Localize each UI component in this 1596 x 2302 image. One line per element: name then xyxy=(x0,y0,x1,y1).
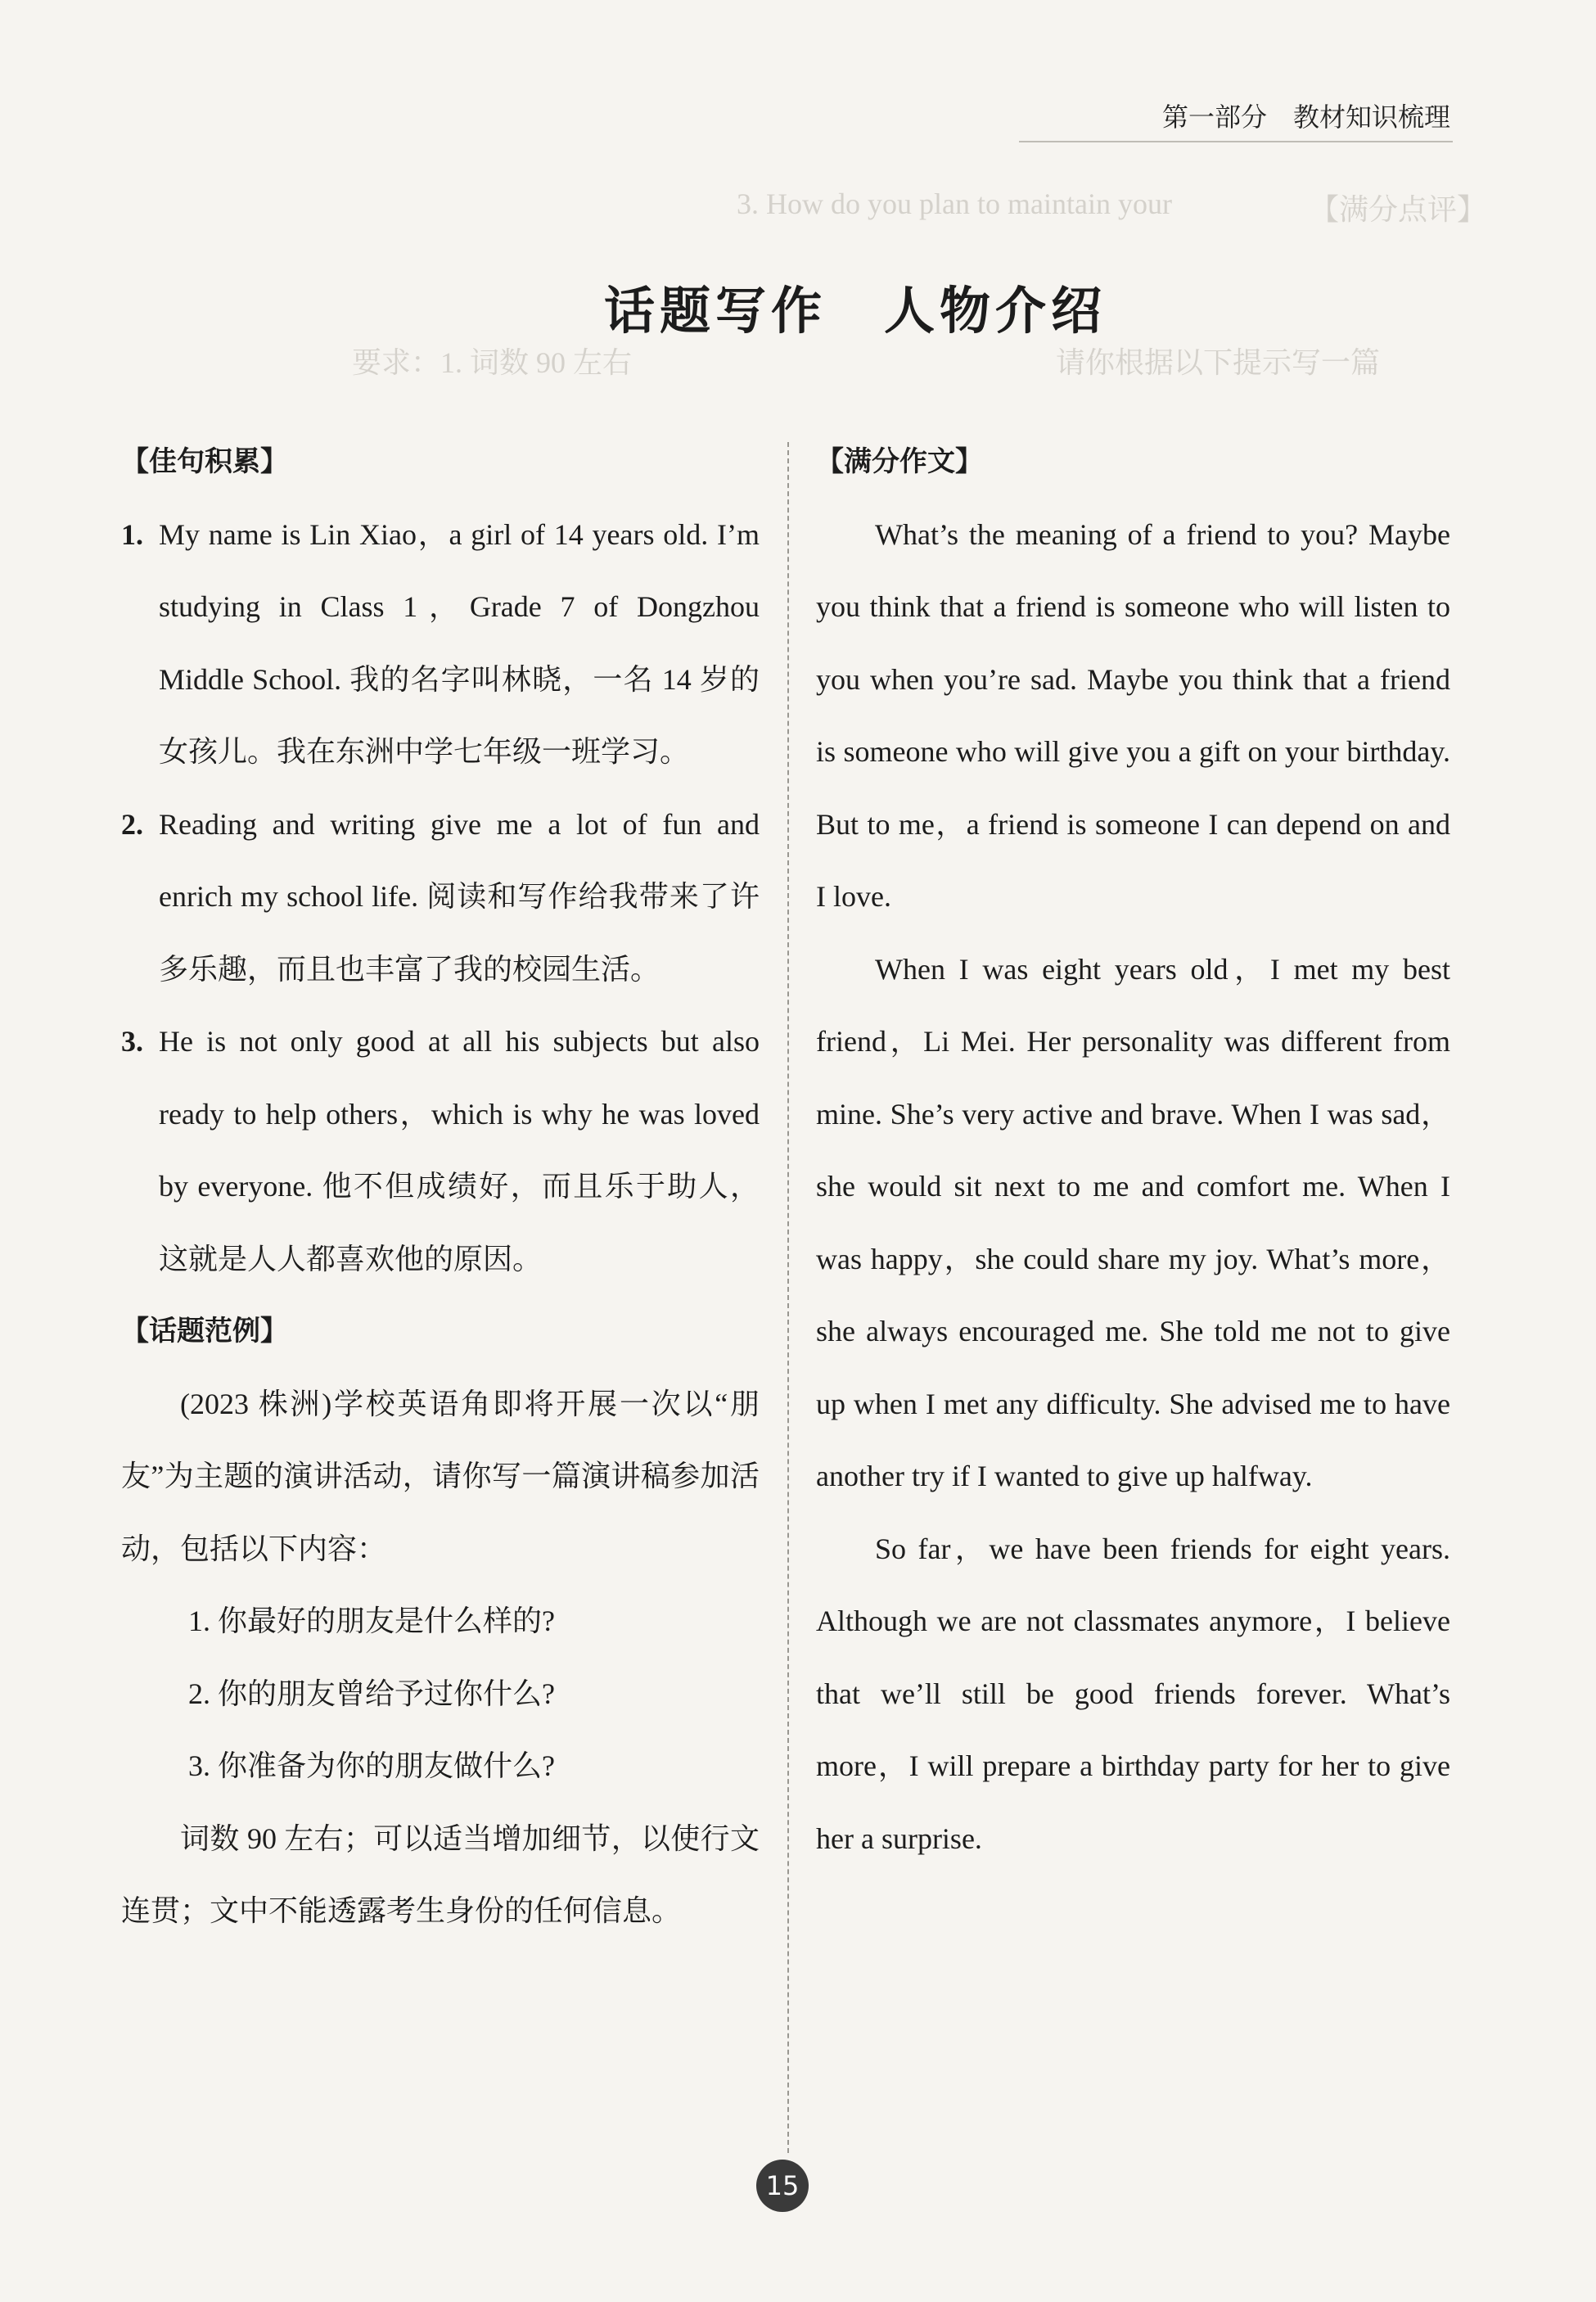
right-column xyxy=(816,426,1450,1875)
task-item: 3. 你准备为你的朋友做什么? xyxy=(188,1749,555,1782)
header-rule xyxy=(1019,141,1453,142)
left-column xyxy=(121,426,760,1948)
bleed-through-text: 请你根据以下提示写一篇 xyxy=(1056,346,1381,379)
example-heading: 【话题范例】 xyxy=(121,1315,288,1347)
page-number: 15 xyxy=(756,2160,809,2212)
example-requirement: 词数 90 左右；可以适当增加细节，以使行文连贯；文中不能透露考生身份的任何信息。 xyxy=(121,1821,760,1927)
sentences-heading: 【佳句积累】 xyxy=(121,445,288,478)
bleed-through-text: 【满分点评】 xyxy=(1310,193,1487,226)
task-item: 2. 你的朋友曾给予过你什么? xyxy=(188,1677,555,1710)
sentence-number: 3. xyxy=(121,1025,143,1058)
header-section-label: 第一部分 教材知识梳理 xyxy=(1161,102,1450,133)
title-subject: 人物介绍 xyxy=(884,281,1107,341)
essay-paragraph: When I was eight years old，I met my best friend，Li Mei. Her personality was different from mine. She’s very active and brave. When I was sad，she would sit next to me and comfort me. When I was happy，she could share my joy. What’s more，she always encouraged me. She told me not to give up when I met any difficulty. She advised me to have another try if I wanted to give up halfway. xyxy=(816,952,1450,1492)
task-item: 1. 你最好的朋友是什么样的? xyxy=(188,1605,555,1637)
essay-paragraph: What’s the meaning of a friend to you? Maybe you think that a friend is someone who will listen to you when you’re sad. Maybe you think that a friend is someone who will give you a gift on your birthday. But to me，a friend is someone I can depend on and I love. xyxy=(816,517,1450,913)
bleed-through-text: 要求：1. 词数 90 左右 xyxy=(352,346,633,379)
essay-paragraph: So far，we have been friends for eight years. Although we are not classmates anymore，I believe that we’ll still be good friends forever. What’s more，I will prepare a birthday party for her to give her a surprise. xyxy=(816,1532,1450,1855)
essay-heading: 【满分作文】 xyxy=(816,445,983,478)
bleed-through-text: 3. How do you plan to maintain your xyxy=(737,187,1172,220)
column-divider xyxy=(787,442,789,2153)
page-title xyxy=(0,270,1596,343)
sentence-item xyxy=(121,1005,760,1295)
sentence-text: My name is Lin Xiao，a girl of 14 years old. I’m studying in Class 1，Grade 7 of Dongzhou Middle School. 我的名字叫林晓，一名 14 岁的女孩儿。我在东洲中学七年级一班学习。 xyxy=(159,517,760,768)
title-topic: 话题写作 xyxy=(603,281,827,341)
sentence-number: 2. xyxy=(121,807,143,841)
sentence-item xyxy=(121,499,760,788)
sentence-item xyxy=(121,788,760,1006)
example-intro: (2023 株洲)学校英语角即将开展一次以“朋友”为主题的演讲活动，请你写一篇演讲稿参加活动，包括以下内容： xyxy=(121,1387,760,1565)
sentence-text: Reading and writing give me a lot of fun and enrich my school life. 阅读和写作给我带来了许多乐趣，而且也丰富了我的校园生活。 xyxy=(159,807,760,986)
sentence-number: 1. xyxy=(121,517,143,551)
sentence-text: He is not only good at all his subjects but also ready to help others，which is why he was loved by everyone. 他不但成绩好，而且乐于助人，这就是人人都喜欢他的原因。 xyxy=(159,1025,760,1275)
